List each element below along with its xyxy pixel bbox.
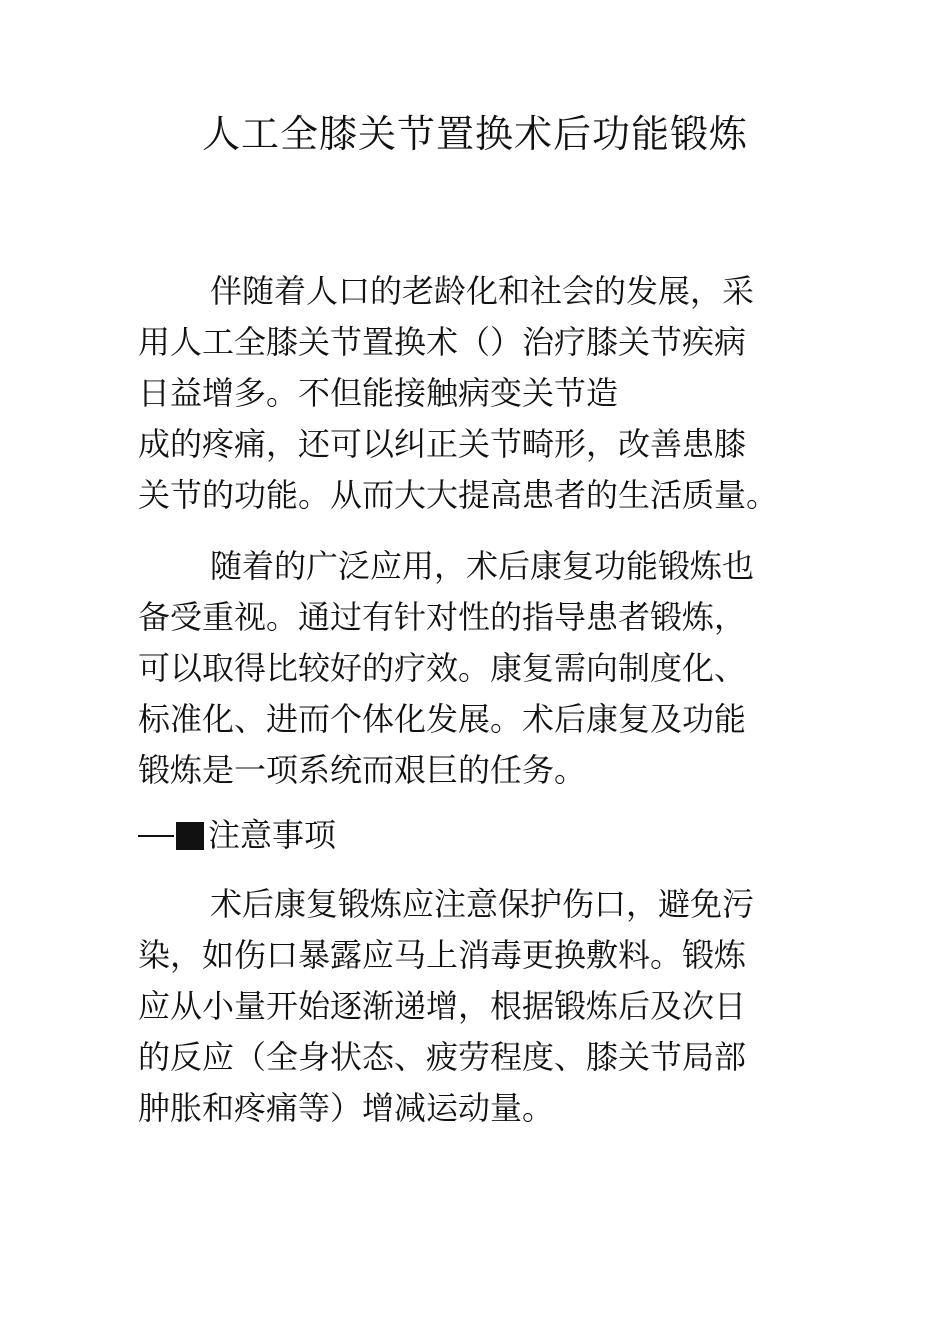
paragraph-line: 锻炼是一项系统而艰巨的任务。 [138, 751, 587, 789]
paragraph-line: 可以取得比较好的疗效。康复需向制度化、 [138, 649, 747, 687]
paragraph-line: 染，如伤口暴露应马上消毒更换敷料。锻炼 [138, 936, 747, 974]
paragraph-line: 的反应（全身状态、疲劳程度、膝关节局部 [138, 1038, 747, 1076]
paragraph-line: 日益增多。不但能接触病变关节造 [138, 374, 619, 412]
paragraph-line: 术后康复锻炼应注意保护伤口，避免污 [210, 885, 755, 923]
section-heading-text: 注意事项 [208, 816, 337, 854]
square-bullet-icon [176, 822, 204, 850]
section-heading-line [138, 810, 828, 861]
paragraph-line: 随着的广泛应用，术后康复功能锻炼也 [210, 547, 755, 585]
paragraph-rehab [138, 541, 828, 796]
paragraph-line: 标准化、进而个体化发展。术后康复及功能 [138, 700, 747, 738]
section-heading [138, 810, 828, 861]
dash-icon [138, 835, 174, 837]
paragraph-precautions [138, 879, 828, 1134]
paragraph-line: 应从小量开始逐渐递增，根据锻炼后及次日 [138, 987, 747, 1025]
paragraph-line: 备受重视。通过有针对性的指导患者锻炼， [138, 598, 747, 636]
paragraph-line: 伴随着人口的老龄化和社会的发展，采 [210, 272, 755, 310]
paragraph-line: 肿胀和疼痛等）增减运动量。 [138, 1089, 555, 1127]
paragraph-line: 关节的功能。从而大大提高患者的生活质量。 [138, 476, 779, 514]
document-title: 人工全膝关节置换术后功能锻炼 [201, 112, 748, 156]
paragraph-intro [138, 266, 828, 521]
paragraph-line: 用人工全膝关节置换术（）治疗膝关节疾病 [138, 323, 747, 361]
paragraph-line: 成的疼痛，还可以纠正关节畸形，改善患膝 [138, 425, 747, 463]
